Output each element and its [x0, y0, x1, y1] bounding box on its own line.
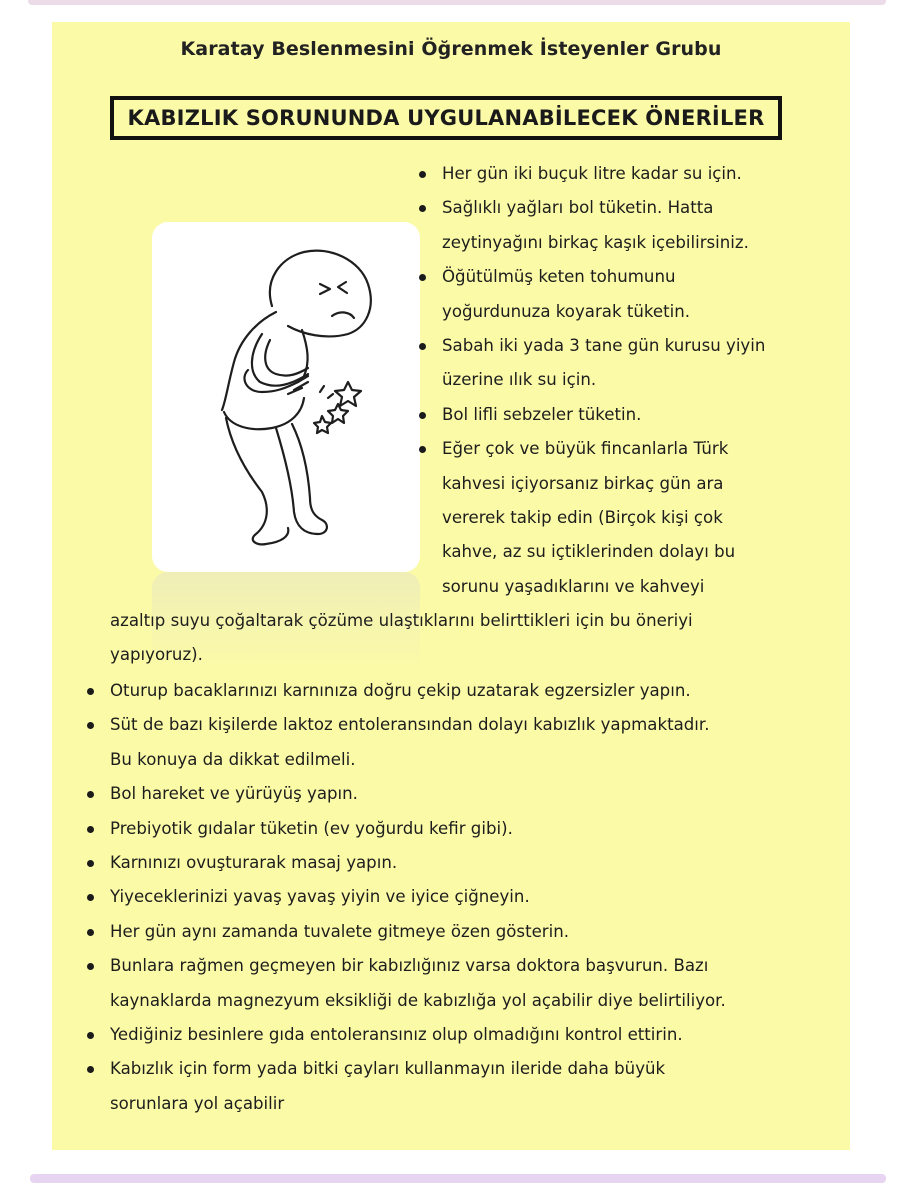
- list-item: Öğütülmüş keten tohumunu yoğurdunuza koyarak tüketin.: [442, 260, 842, 329]
- list-item: Eğer çok ve büyük fincanlarla Türk kahvesi içiyorsanız birkaç gün ara vererek takip edin (Birçok kişi çok kahve, az su içtiklerinden dolayı bu sorunu yaşadıklarını ve kahveyi: [442, 432, 842, 604]
- coffee-note-continuation: azaltıp suyu çoğaltarak çözüme ulaştıklarını belirttikleri için bu öneriyi yapıyoruz).: [110, 611, 693, 665]
- list-item: Bol hareket ve yürüyüş yapın.: [110, 777, 840, 811]
- main-title-text: KABIZLIK SORUNUNDA UYGULANABİLECEK ÖNERİLER: [127, 106, 765, 130]
- list-item: Süt de bazı kişilerde laktoz entoleransından dolayı kabızlık yapmaktadır. Bu konuya da dikkat edilmeli.: [110, 708, 840, 777]
- main-title: [110, 96, 782, 140]
- list-item: Sağlıklı yağları bol tüketin. Hatta zeytinyağını birkaç kaşık içebilirsiniz.: [442, 191, 842, 260]
- top-recommendation-list: [442, 157, 842, 604]
- list-item: Yiyeceklerinizi yavaş yavaş yiyin ve iyice çiğneyin.: [110, 880, 840, 914]
- list-item: Her gün iki buçuk litre kadar su için.: [442, 157, 842, 191]
- list-item: Prebiyotik gıdalar tüketin (ev yoğurdu kefir gibi).: [110, 812, 840, 846]
- list-item: Karnınızı ovuşturarak masaj yapın.: [110, 846, 840, 880]
- group-title: Karatay Beslenmesini Öğrenmek İsteyenler Grubu: [180, 38, 722, 60]
- top-divider: [28, 0, 886, 5]
- constipation-illustration: [152, 222, 420, 572]
- bottom-divider: [30, 1174, 886, 1183]
- list-item: Her gün aynı zamanda tuvalete gitmeye özen gösterin.: [110, 915, 840, 949]
- list-item: Bol lifli sebzeler tüketin.: [442, 398, 842, 432]
- list-item: Kabızlık için form yada bitki çayları kullanmayın ileride daha büyük sorunlara yol açabilir: [110, 1052, 840, 1121]
- list-item: Oturup bacaklarınızı karnınıza doğru çekip uzatarak egzersizler yapın.: [110, 674, 840, 708]
- bottom-recommendation-list: [110, 674, 840, 1121]
- list-item: Bunlara rağmen geçmeyen bir kabızlığınız varsa doktora başvurun. Bazı kaynaklarda magnezyum eksikliği de kabızlığa yol açabilir diye belirtiliyor.: [110, 949, 840, 1018]
- list-item: Yediğiniz besinlere gıda entoleransınız olup olmadığını kontrol ettirin.: [110, 1018, 840, 1052]
- constipated-person-icon: [152, 222, 420, 572]
- list-item: Sabah iki yada 3 tane gün kurusu yiyin üzerine ılık su için.: [442, 329, 842, 398]
